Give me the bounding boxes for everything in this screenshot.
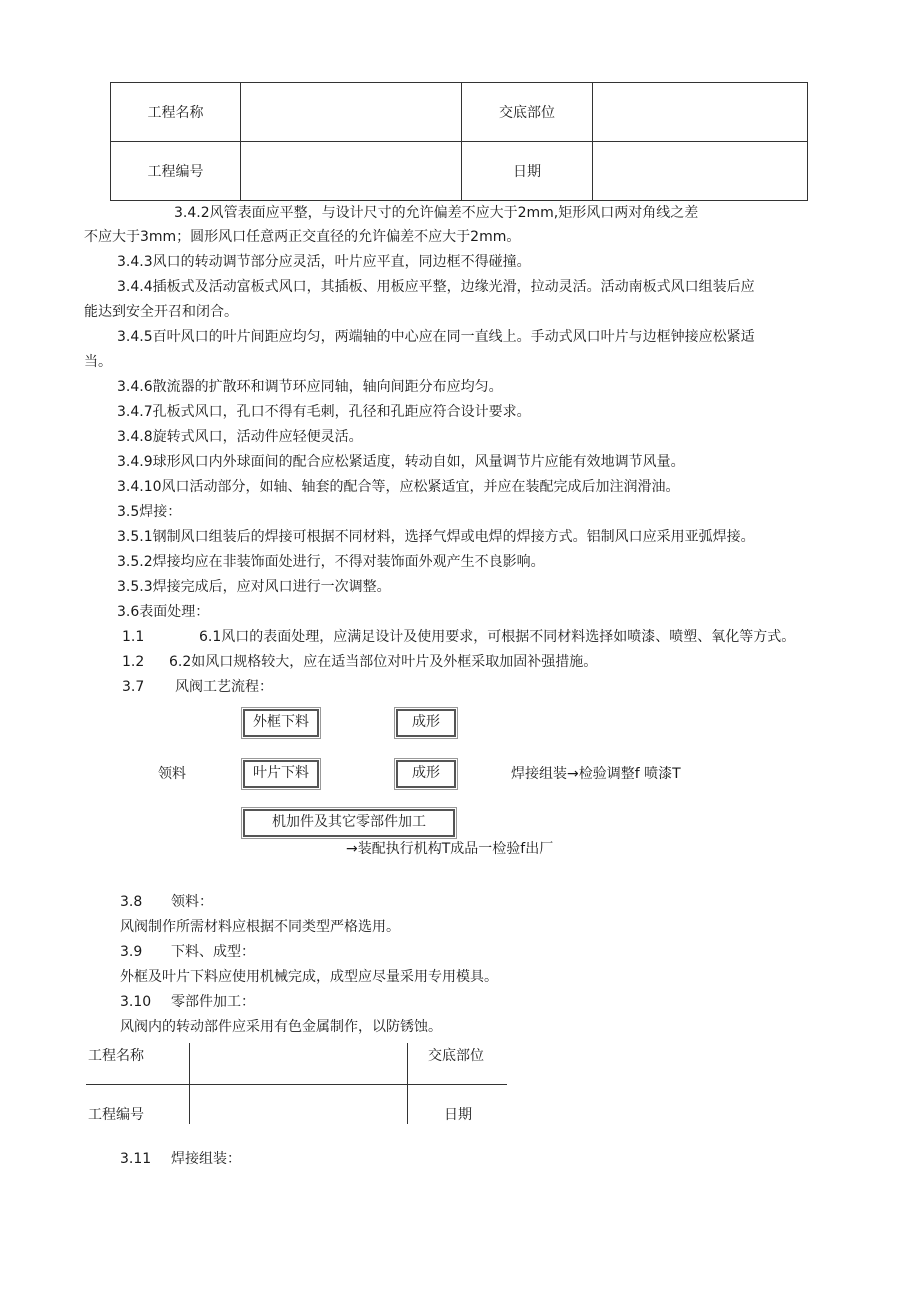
footer-project-name-label: 工程名称 bbox=[88, 1048, 144, 1064]
para-1-1-number: 1.1 bbox=[122, 629, 145, 645]
para-3-5: 3.5焊接： bbox=[117, 504, 182, 520]
project-no-value bbox=[241, 142, 462, 201]
para-1-2-text: 6.2如风口规格较大，应在适当部位对叶片及外框采取加固补强措施。 bbox=[169, 654, 598, 670]
footer-date-label: 日期 bbox=[444, 1107, 472, 1123]
project-name-value bbox=[241, 83, 462, 142]
date-label: 日期 bbox=[462, 142, 593, 201]
para-3-5-1: 3.5.1钢制风口组装后的焊接可根据不同材料，选择气焊或电焊的焊接方式。铝制风口应采用亚弧焊接。 bbox=[117, 529, 755, 545]
footer-handover-part-label: 交底部位 bbox=[428, 1048, 484, 1064]
para-3-6: 3.6表面处理： bbox=[117, 604, 210, 620]
section-3-9-body: 外框及叶片下料应使用机械完成，成型应尽量采用专用模具。 bbox=[120, 969, 498, 985]
section-3-9-title: 下料、成型： bbox=[171, 944, 255, 960]
section-3-10-body: 风阀内的转动部件应采用有色金属制作，以防锈蚀。 bbox=[120, 1019, 442, 1035]
para-3-4-2-line1: 3.4.2风管表面应平整，与设计尺寸的允许偏差不应大于2mm,矩形风口两对角线之差 bbox=[174, 205, 699, 221]
para-3-4-4-line1: 3.4.4插板式及活动富板式风口，其插板、用板应平整，边缘光滑，拉动灵活。活动南板式风口组装后应 bbox=[117, 279, 755, 295]
para-1-2-number: 1.2 bbox=[122, 654, 145, 670]
para-3-4-4-line2: 能达到安全开召和闭合。 bbox=[84, 304, 238, 320]
handover-part-value bbox=[593, 83, 808, 142]
para-3-4-10: 3.4.10风口活动部分，如轴、轴套的配合等，应松紧适宜，并应在装配完成后加注润滑油。 bbox=[117, 479, 680, 495]
section-3-8-title: 领料： bbox=[171, 894, 213, 910]
para-3-7-text: 风阀工艺流程： bbox=[175, 679, 273, 695]
section-3-9-number: 3.9 bbox=[120, 944, 143, 960]
para-3-4-5-line2: 当。 bbox=[84, 354, 112, 370]
section-3-10-number: 3.10 bbox=[120, 994, 152, 1010]
para-3-7-number: 3.7 bbox=[122, 679, 145, 695]
flow-box-blade-cut: 叶片下料 bbox=[243, 760, 319, 788]
flow-box-forming-2: 成形 bbox=[396, 760, 456, 788]
para-3-4-7: 3.4.7孔板式风口，孔口不得有毛刺，孔径和孔距应符合设计要求。 bbox=[117, 404, 531, 420]
header-table bbox=[110, 82, 808, 201]
flow-start-label: 领料 bbox=[158, 766, 186, 782]
flow-bottom-text: →装配执行机构T成品一检验f出厂 bbox=[346, 841, 554, 857]
para-3-4-8: 3.4.8旋转式风口，活动件应轻便灵活。 bbox=[117, 429, 363, 445]
footer-row-line bbox=[86, 1084, 507, 1085]
para-3-5-3: 3.5.3焊接完成后，应对风口进行一次调整。 bbox=[117, 579, 391, 595]
flow-box-machining: 机加件及其它零部件加工 bbox=[243, 809, 455, 837]
section-3-8-number: 3.8 bbox=[120, 894, 143, 910]
section-3-10-title: 零部件加工： bbox=[171, 994, 255, 1010]
para-3-4-2-line2: 不应大于3mm；圆形风口任意两正交直径的允许偏差不应大于2mm。 bbox=[84, 229, 521, 245]
flow-box-frame-cut: 外框下料 bbox=[243, 709, 319, 737]
para-3-4-6: 3.4.6散流器的扩散环和调节环应同轴，轴向间距分布应均匀。 bbox=[117, 379, 503, 395]
para-1-1-text: 6.1风口的表面处理，应满足设计及使用要求，可根据不同材料选择如喷漆、喷塑、氧化等方式。 bbox=[199, 629, 796, 645]
para-3-5-2: 3.5.2焊接均应在非装饰面处进行，不得对装饰面外观产生不良影响。 bbox=[117, 554, 545, 570]
date-value bbox=[593, 142, 808, 201]
section-3-11-title: 焊接组装： bbox=[171, 1151, 241, 1167]
para-3-4-5-line1: 3.4.5百叶风口的叶片间距应均匀，两端轴的中心应在同一直线上。手动式风口叶片与边框钟接应松紧适 bbox=[117, 329, 755, 345]
para-3-4-9: 3.4.9球形风口内外球面间的配合应松紧适度，转动自如，风量调节片应能有效地调节风量。 bbox=[117, 454, 685, 470]
section-3-11-number: 3.11 bbox=[120, 1151, 152, 1167]
flow-right-text: 焊接组装→检验调整f 喷漆T bbox=[511, 766, 681, 782]
project-no-label: 工程编号 bbox=[111, 142, 241, 201]
flow-box-forming-1: 成形 bbox=[396, 709, 456, 737]
para-3-4-3: 3.4.3风口的转动调节部分应灵活，叶片应平直，同边框不得碰撞。 bbox=[117, 254, 531, 270]
section-3-8-body: 风阀制作所需材料应根据不同类型严格选用。 bbox=[120, 919, 400, 935]
footer-project-no-label: 工程编号 bbox=[88, 1107, 144, 1123]
project-name-label: 工程名称 bbox=[111, 83, 241, 142]
handover-part-label: 交底部位 bbox=[462, 83, 593, 142]
